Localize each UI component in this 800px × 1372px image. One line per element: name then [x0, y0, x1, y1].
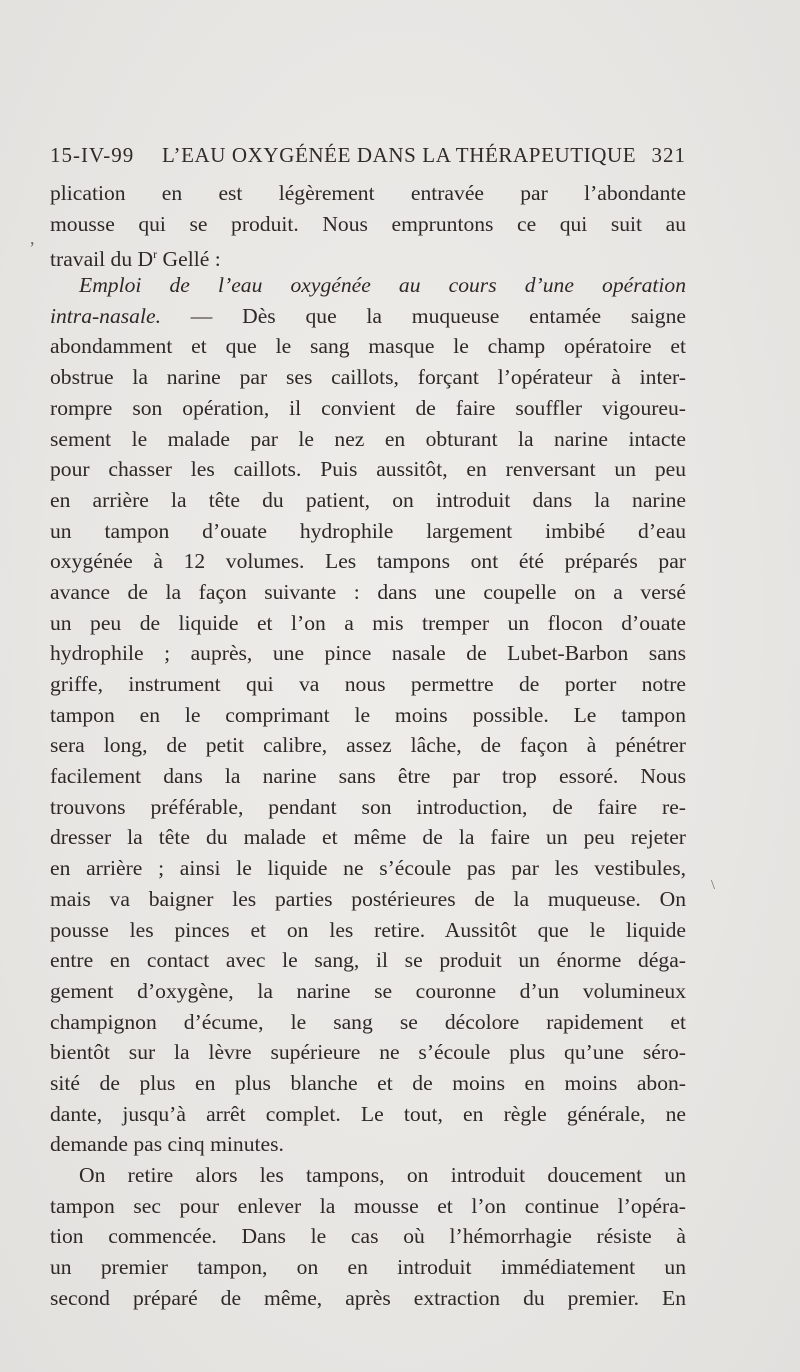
text-line: un tampon d’ouate hydrophile largement imbibé d’eau: [50, 518, 686, 543]
text-line: entre en contact avec le sang, il se produit un énorme déga-: [50, 948, 686, 973]
body-text: [50, 178, 686, 1313]
running-title: L’EAU OXYGÉNÉE DANS LA THÉRAPEUTIQUE: [162, 143, 637, 167]
page-header: [50, 143, 686, 177]
text-line: avance de la façon suivante : dans une coupelle on a versé: [50, 579, 686, 604]
text-line: un premier tampon, on en introduit immédiatement un: [50, 1255, 686, 1280]
text-line: dante, jusqu’à arrêt complet. Le tout, en règle générale, ne: [50, 1101, 686, 1126]
text-line: dresser la tête du malade et même de la faire un peu rejeter: [50, 825, 686, 850]
text-line: rompre son opération, il convient de faire souffler vigoureu-: [50, 395, 686, 420]
text-line: sité de plus en plus blanche et de moins en moins abon-: [50, 1070, 686, 1095]
text-line: pousse les pinces et on les retire. Aussitôt que le liquide: [50, 917, 686, 942]
text-line: oxygénée à 12 volumes. Les tampons ont été préparés par: [50, 549, 686, 574]
text-line: On retire alors les tampons, on introduit doucement un: [79, 1163, 686, 1187]
section-heading-end: intra-nasale.: [50, 303, 161, 328]
text-line: en arrière ; ainsi le liquide ne s’écoule pas par les vestibules,: [50, 856, 686, 881]
text-line: sement le malade par le nez en obturant la narine intacte: [50, 426, 686, 451]
text-line: obstrue la narine par ses caillots, forçant l’opérateur à inter-: [50, 365, 686, 390]
text-line: facilement dans la narine sans être par trop essoré. Nous: [50, 764, 686, 789]
text-line: plication en est légèrement entravée par l’abondante: [50, 181, 686, 205]
text-segment: — Dès que la muqueuse entamée saigne: [160, 303, 686, 328]
text-line: mousse qui se produit. Nous empruntons ce qui suit au: [50, 211, 686, 236]
superscript: r: [153, 247, 158, 262]
text-line: [50, 301, 686, 332]
text-line: sera long, de petit calibre, assez lâche, de façon à pénétrer: [50, 733, 686, 758]
text-line: en arrière la tête du patient, on introduit dans la narine: [50, 487, 686, 512]
text-line: demande pas cinq minutes.: [50, 1132, 284, 1157]
text-line: [50, 239, 686, 270]
page-number: 321: [651, 143, 686, 167]
text-line: tampon sec pour enlever la mousse et l’on continue l’opéra-: [50, 1193, 686, 1218]
text-line: tion commencée. Dans le cas où l’hémorrhagie résiste à: [50, 1224, 686, 1249]
text-line: tampon en le comprimant le moins possible. Le tampon: [50, 702, 686, 727]
text-line: mais va baigner les parties postérieures de la muqueuse. On: [50, 886, 686, 911]
text-line: bientôt sur la lèvre supérieure ne s’écoule plus qu’une séro-: [50, 1040, 686, 1065]
text-line: abondamment et que le sang masque le champ opératoire et: [50, 334, 686, 359]
text-line: gement d’oxygène, la narine se couronne d’un volumineux: [50, 978, 686, 1003]
text-line: un peu de liquide et l’on a mis tremper un flocon d’ouate: [50, 610, 686, 635]
text-line: hydrophile ; auprès, une pince nasale de Lubet-Barbon sans: [50, 641, 686, 666]
section-heading: Emploi de l’eau oxygénée au cours d’une opération: [79, 273, 686, 298]
text-segment: travail du D: [50, 247, 154, 272]
text-line: champignon d’écume, le sang se décolore rapidement et: [50, 1009, 686, 1034]
text-segment: Gellé :: [157, 247, 221, 272]
margin-speck: ,: [30, 228, 35, 248]
header-date: 15-IV-99: [50, 143, 135, 167]
text-line: griffe, instrument qui va nous permettre de porter notre: [50, 672, 686, 696]
text-line: second préparé de même, après extraction du premier. En: [50, 1285, 686, 1310]
text-line: trouvons préférable, pendant son introduction, de faire re-: [50, 794, 686, 819]
text-line: pour chasser les caillots. Puis aussitôt, en renversant un peu: [50, 457, 686, 482]
margin-speck: \: [711, 878, 715, 893]
